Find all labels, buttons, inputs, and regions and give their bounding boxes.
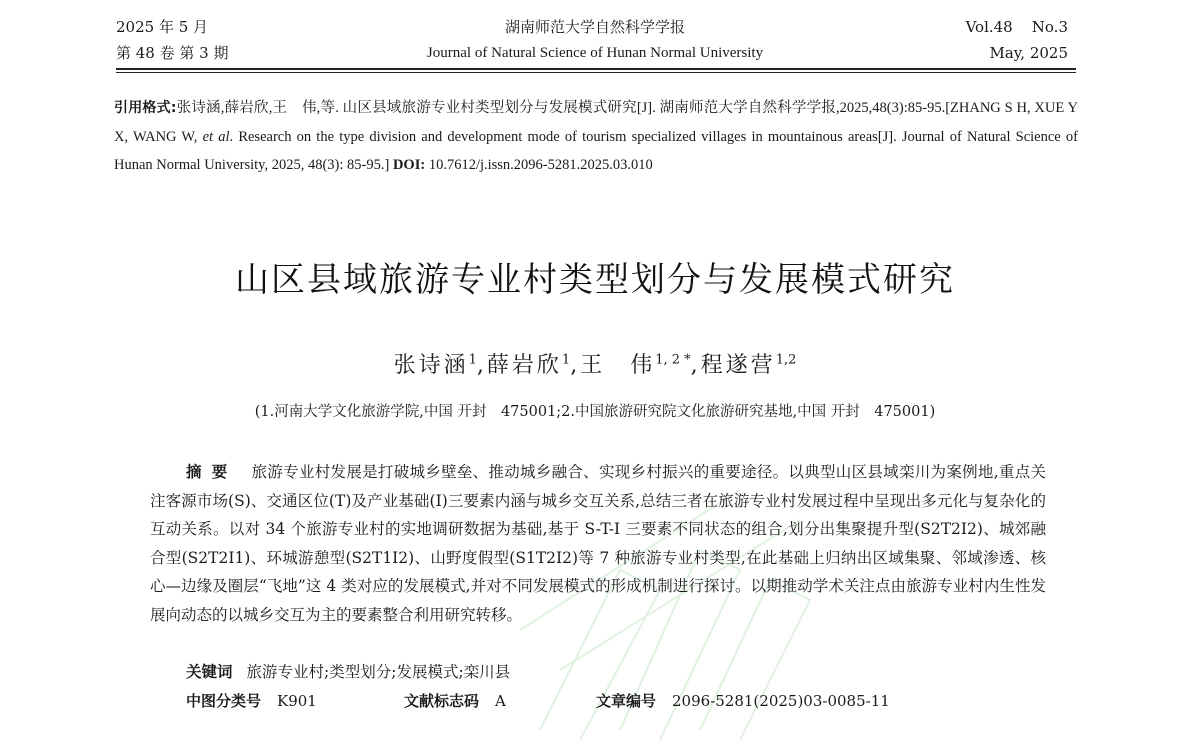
citation-block xyxy=(114,94,1078,180)
header-rule-thick xyxy=(116,68,1076,70)
citation-label: 引用格式: xyxy=(114,100,177,116)
author-list xyxy=(0,348,1190,379)
journal-name-en: Journal of Natural Science of Hunan Normal University xyxy=(426,45,764,61)
author-name: 张诗涵 xyxy=(393,353,469,378)
clc-value: K901 xyxy=(277,692,317,710)
author-name: 程遂营 xyxy=(700,353,776,378)
doc-code-label: 文献标志码 xyxy=(404,692,480,710)
abstract-block xyxy=(150,458,1046,629)
volume-block xyxy=(966,14,1068,66)
affiliation: (1.河南大学文化旅游学院,中国 开封 475001;2.中国旅游研究院文化旅游研究基地,中国 开封 475001) xyxy=(254,404,936,420)
classification-line xyxy=(186,690,890,711)
abstract-label: 摘要 xyxy=(186,463,238,481)
citation-text-en-rest: . Research on the type division and development mode of tourism specialized villages in mountainous areas[J]. Journal of Natural Science of Hunan Normal University, 2025, 48(3): 85-95.] xyxy=(114,128,1078,173)
author-affil-sup: 1, 2 * xyxy=(655,352,691,368)
author-separator: , xyxy=(690,353,701,378)
keywords-line xyxy=(186,660,510,682)
author-separator: , xyxy=(570,353,581,378)
citation-text-cn: 张诗涵,薛岩欣,王 伟,等. 山区县域旅游专业村类型划分与发展模式研究[J]. 湖南师范大学自然科学学报,2025,48(3):85-95. xyxy=(176,100,946,116)
paper-title: 山区县域旅游专业村类型划分与发展模式研究 xyxy=(235,260,955,300)
author-affil-sup: 1 xyxy=(561,352,571,368)
article-number-value: 2096-5281(2025)03-0085-11 xyxy=(672,692,890,710)
clc-label: 中图分类号 xyxy=(186,692,262,710)
keywords-label: 关键词 xyxy=(186,663,233,681)
header-rule-thin xyxy=(116,72,1076,73)
author-separator: , xyxy=(476,353,487,378)
author-affil-sup: 1 xyxy=(468,352,477,368)
clc-group xyxy=(186,690,317,711)
volume-number: Vol.48 No.3 xyxy=(965,18,1068,36)
article-number-label: 文章编号 xyxy=(596,692,657,710)
abstract-text: 旅游专业村发展是打破城乡壁垒、推动城乡融合、实现乡村振兴的重要途径。以典型山区县域栾川为案例地,重点关注客源市场(S)、交通区位(T)及产业基础(I)三要素内涵与城乡交互关系,总结三者在旅游专业村发展过程中呈现出多元化与复杂化的互动关系。以对 34 个旅游专业村的实地调研数据为基础,基于 S-T-I 三要素不同状态的组合,划分出集聚提升型(S2T2I2)、城郊融合型(S2T2I1)、环城游憩型(S2T1I2)、山野度假型(S1T2I2)等 7 种旅游专业村类型,在此基础上归纳出区域集聚、邻域渗透、核心—边缘及圈层“飞地”这 4 类对应的发展模式,并对不同发展模式的形成机制进行探讨。以期推动学术关注点由旅游专业村内生性发展向动态的以城乡交互为主的要素整合利用研究转移。 xyxy=(150,463,1046,624)
doi-label: DOI: xyxy=(392,157,426,173)
doc-code-value: A xyxy=(495,692,506,710)
issue-month-en: May, 2025 xyxy=(989,44,1068,62)
doc-code-group xyxy=(404,690,506,711)
author-name: 薛岩欣 xyxy=(486,353,562,378)
author-name: 王 伟 xyxy=(580,353,656,378)
journal-name-cn: 湖南师范大学自然科学学报 xyxy=(504,18,685,36)
article-number-group xyxy=(596,690,890,711)
author-affil-sup: 1,2 xyxy=(775,352,797,368)
doi-link[interactable]: 10.7612/j.issn.2096-5281.2025.03.010 xyxy=(425,157,653,173)
citation-et-al: et al xyxy=(202,128,230,145)
issue-date: 2025 年 5 月 xyxy=(116,18,209,36)
keywords-text: 旅游专业村;类型划分;发展模式;栾川县 xyxy=(246,663,511,681)
citation-text-en: [ZHANG S H, XUE Y X, WANG W, xyxy=(114,100,1078,145)
volume-issue-cn: 第 48 卷 第 3 期 xyxy=(116,44,229,62)
